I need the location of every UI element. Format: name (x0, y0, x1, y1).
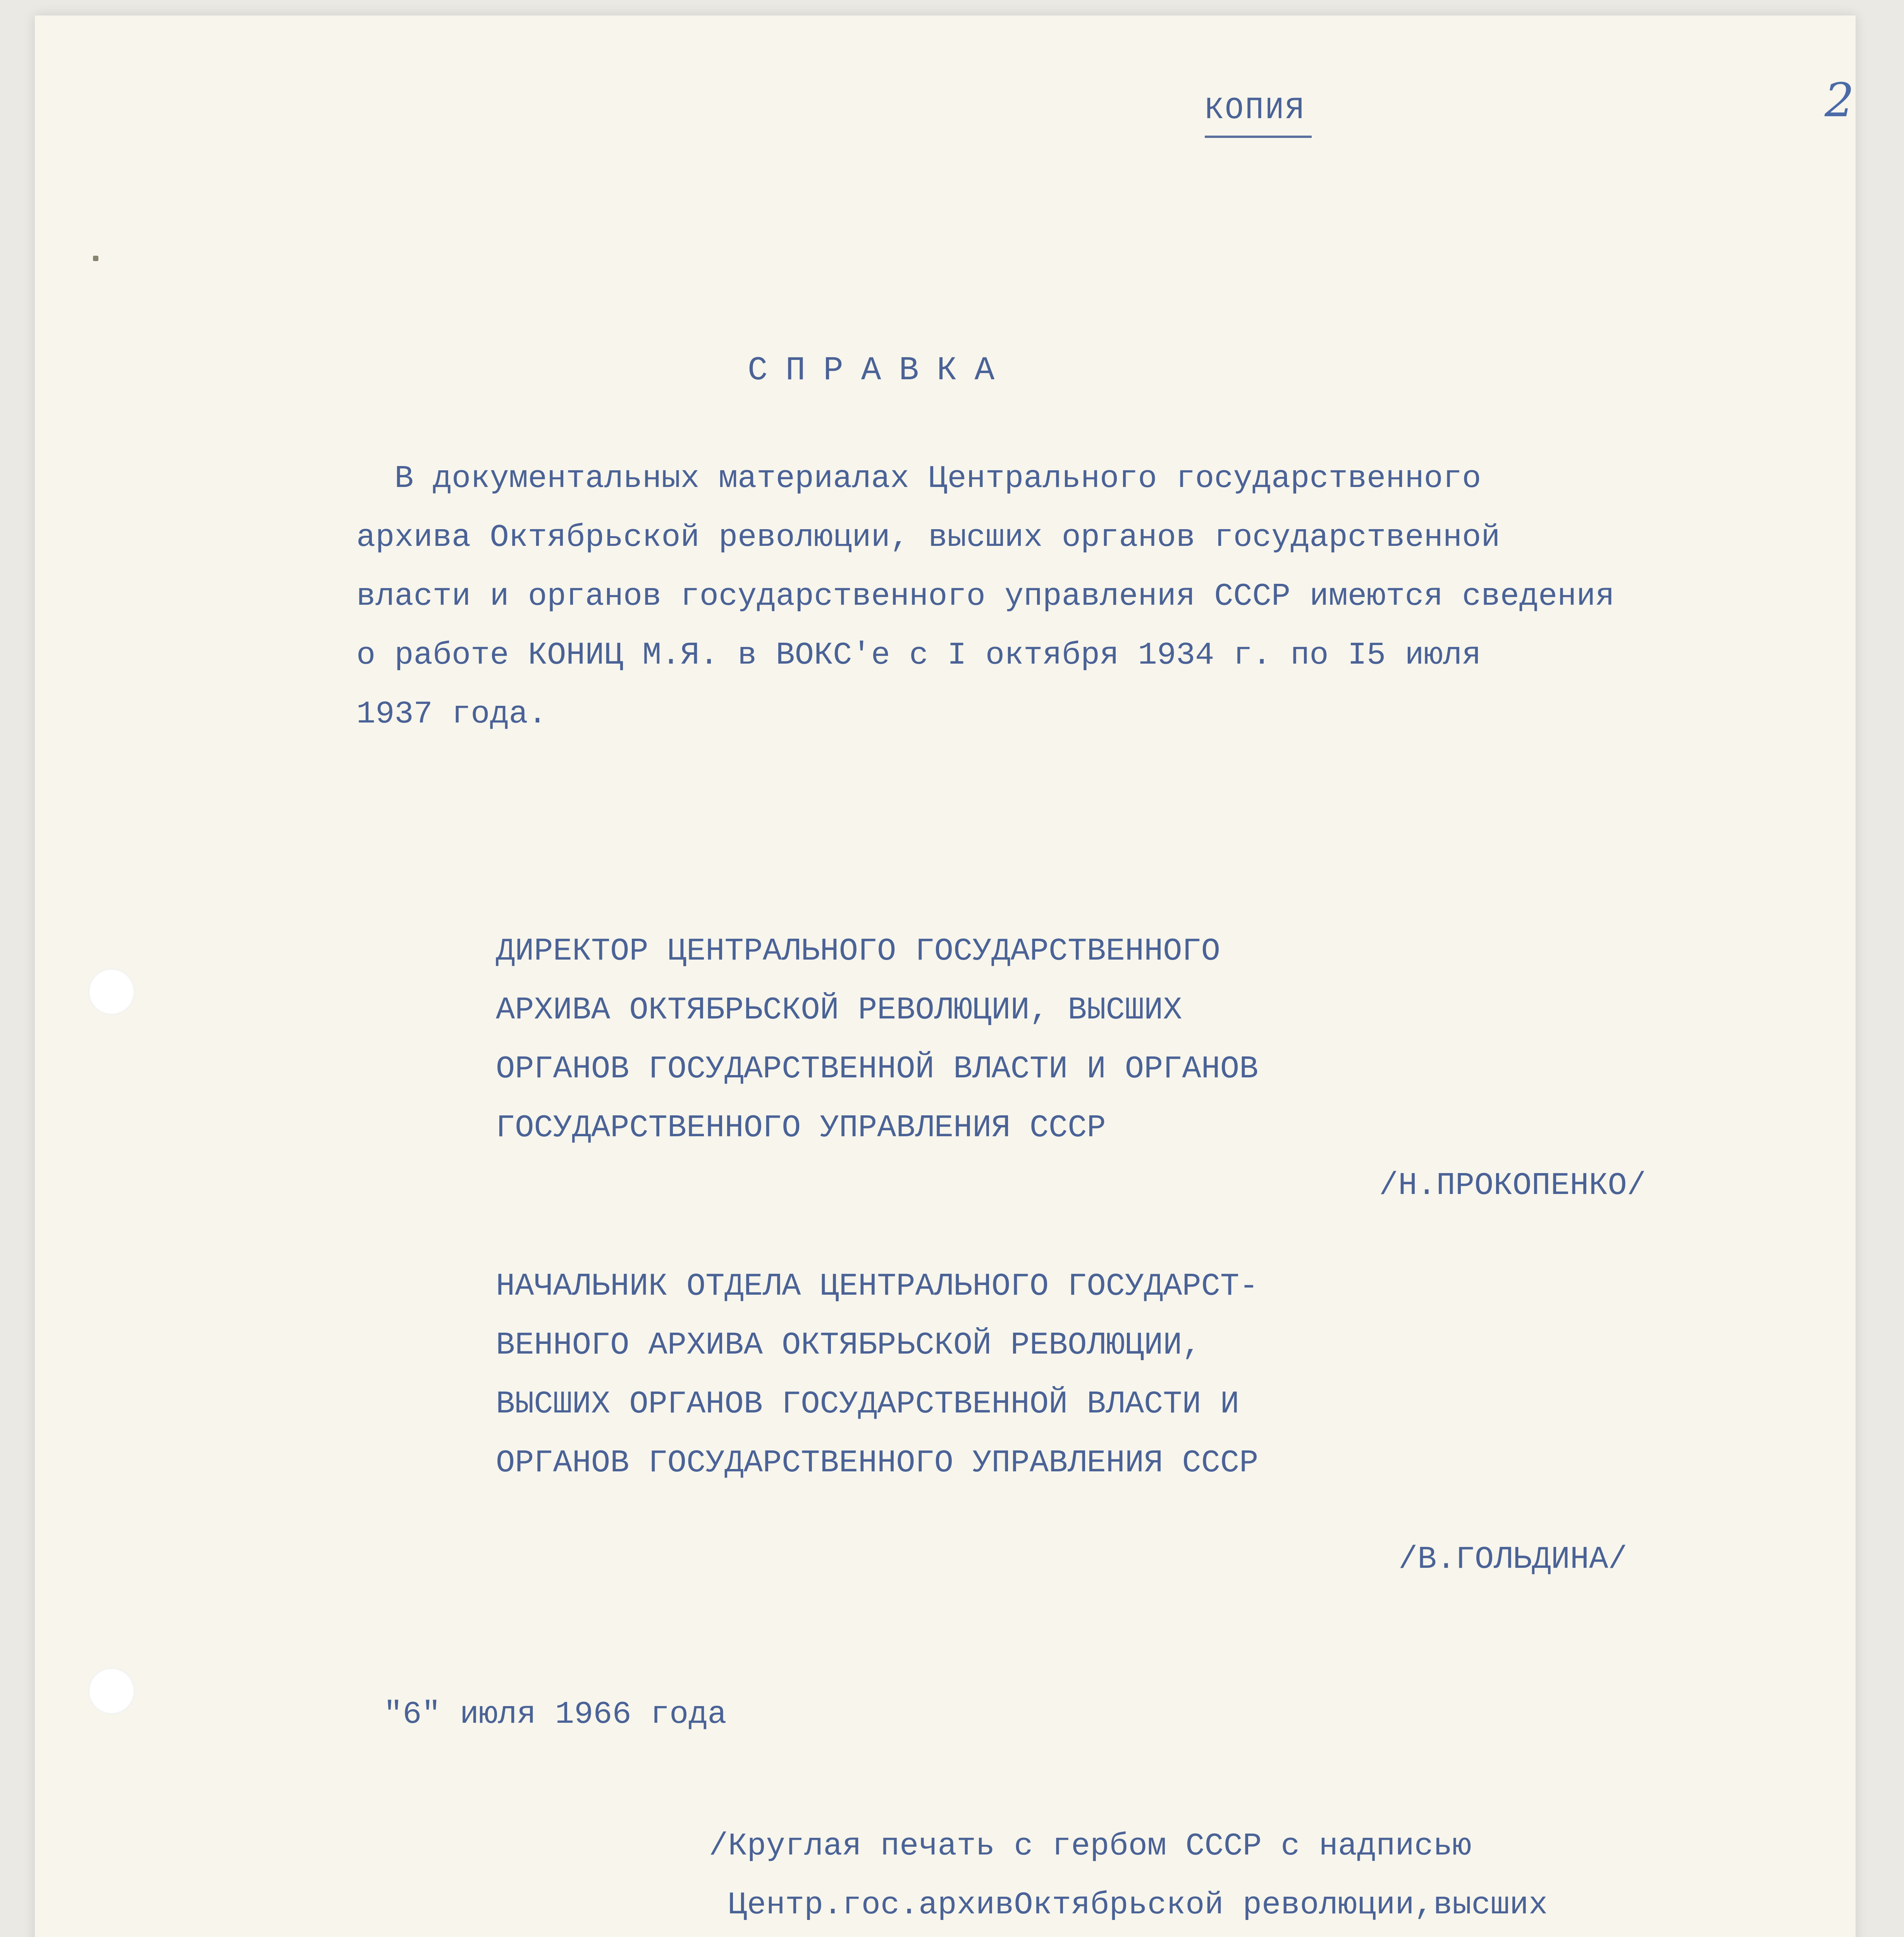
punch-hole (88, 968, 135, 1015)
seal-note (709, 1817, 1548, 1937)
chief-signature: /В.ГОЛЬДИНА/ (1398, 1541, 1627, 1577)
body-line: 1937 года. (356, 696, 547, 732)
paper-speck (93, 256, 98, 261)
body-line: о работе КОНИЦ М.Я. в ВОКС'е с I октября 1934 г. по I5 июля (356, 637, 1481, 673)
document-date: "6" июля 1966 года (384, 1696, 727, 1732)
director-signature: /Н.ПРОКОПЕНКО/ (1379, 1168, 1646, 1204)
page-number: 2 (1825, 74, 1854, 127)
director-title-block (496, 922, 1258, 1158)
copy-mark: КОПИЯ (1205, 89, 1312, 138)
director-line: АРХИВА ОКТЯБРЬСКОЙ РЕВОЛЮЦИИ, ВЫСШИХ (496, 992, 1182, 1028)
director-line: ГОСУДАРСТВЕННОГО УПРАВЛЕНИЯ СССР (496, 1110, 1106, 1146)
seal-note-line: Центр.гос.архивОктябрьской революции,высших (709, 1887, 1548, 1923)
chief-line: НАЧАЛЬНИК ОТДЕЛА ЦЕНТРАЛЬНОГО ГОСУДАРСТ- (496, 1268, 1259, 1304)
director-line: ОРГАНОВ ГОСУДАРСТВЕННОЙ ВЛАСТИ И ОРГАНОВ (496, 1051, 1259, 1087)
seal-note-line: /Круглая печать с гербом СССР с надписью (709, 1828, 1472, 1864)
chief-title-block (496, 1257, 1258, 1493)
document-page (35, 15, 1856, 1937)
chief-line: ВЫСШИХ ОРГАНОВ ГОСУДАРСТВЕННОЙ ВЛАСТИ И (496, 1386, 1240, 1422)
chief-line: ВЕННОГО АРХИВА ОКТЯБРЬСКОЙ РЕВОЛЮЦИИ, (496, 1327, 1201, 1363)
seal-note-line (709, 1935, 1548, 1937)
chief-line: ОРГАНОВ ГОСУДАРСТВЕННОГО УПРАВЛЕНИЯ СССР (496, 1445, 1259, 1481)
document-title: СПРАВКА (748, 351, 1013, 389)
director-line: ДИРЕКТОР ЦЕНТРАЛЬНОГО ГОСУДАРСТВЕННОГО (496, 933, 1220, 969)
body-line: власти и органов государственного управления СССР имеются сведения (356, 578, 1615, 614)
body-paragraph (356, 449, 1615, 744)
body-line: В документальных материалах Центрального государственного (356, 461, 1481, 497)
punch-hole (88, 1668, 135, 1714)
body-line: архива Октябрьской революции, высших органов государственной (356, 520, 1500, 556)
